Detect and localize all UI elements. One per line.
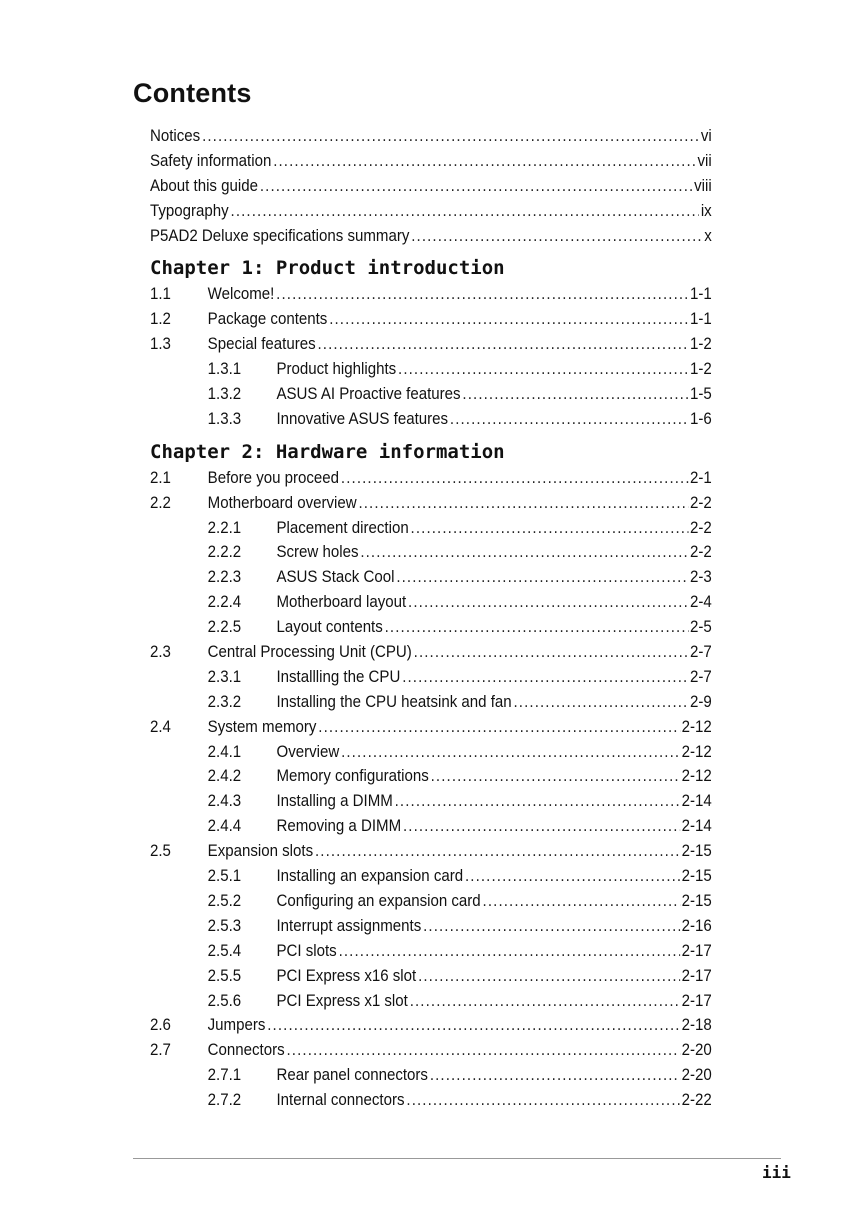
toc-entry-page: 2-2 [689,493,712,512]
toc-entry-number: 2.5.4 [207,941,242,960]
toc-entry-label: Interrupt assignments [276,916,422,935]
toc-entry[interactable] [150,174,712,199]
toc-entry-number: 2.7.1 [207,1066,242,1085]
dot-leader [385,615,688,640]
dot-leader [398,357,688,382]
dot-leader [231,199,699,224]
toc-entry-number: 2.5.6 [207,991,242,1010]
toc-entry-label: Motherboard layout [276,593,407,612]
dot-leader [318,715,679,740]
toc-entry-number: 2.5.5 [207,966,242,985]
toc-entry-page: 1-2 [689,335,712,354]
toc-entry-page: vii [697,151,712,170]
toc-entry-number: 2.3 [150,643,171,662]
toc-section-entry[interactable] [150,1038,712,1063]
toc-entry-number: 1.1 [150,285,171,304]
toc-entry-page: 2-17 [681,941,712,960]
toc-entry-page: 2-17 [681,991,712,1010]
toc-entry-page: 2-2 [689,543,712,562]
toc-entry-number: 2.3.2 [207,692,242,711]
toc-subsection-entry[interactable] [150,357,712,382]
toc-entry-label: Notices [150,127,201,145]
chapter-1-heading[interactable]: Chapter 1: Product introduction [150,257,505,280]
toc-subsection-entry[interactable] [150,989,712,1014]
toc-entry-page: 2-5 [689,618,712,637]
toc-entry-page: 2-9 [689,692,712,711]
dot-leader [411,516,689,541]
toc-entry-label: Internal connectors [276,1091,405,1110]
dot-leader [358,491,688,516]
toc-section-entry[interactable] [150,307,712,332]
dot-leader [339,939,680,964]
dot-leader [360,540,688,565]
toc-entry-label: P5AD2 Deluxe specifications summary [150,226,410,245]
toc-entry-page: 2-12 [681,742,712,761]
toc-subsection-entry[interactable] [150,889,712,914]
toc-entry-page: 2-20 [681,1041,712,1060]
toc-entry-page: x [704,226,712,245]
toc-entry-page: 2-14 [681,792,712,811]
toc-entry-number: 2.4 [150,717,171,736]
toc-entry-number: 2.6 [150,1016,171,1035]
toc-entry-label: Central Processing Unit (CPU) [207,643,412,662]
footer-page-number: iii [762,1163,791,1182]
toc-entry-number: 2.2.4 [207,593,242,612]
toc-section-entry[interactable] [150,839,712,864]
toc-entry-number: 1.3.3 [207,409,242,428]
toc-entry-page: 2-3 [689,568,712,587]
toc-subsection-entry[interactable] [150,565,712,590]
toc-entry-page: 1-1 [689,310,712,329]
toc-section-entry[interactable] [150,282,712,307]
toc-entry-page: 2-4 [689,593,712,612]
toc-subsection-entry[interactable] [150,1063,712,1088]
toc-entry-label: Rear panel connectors [276,1066,428,1085]
dot-leader [465,864,680,889]
toc-subsection-entry[interactable] [150,964,712,989]
dot-leader [418,964,680,989]
toc-entry-label: Installing the CPU heatsink and fan [276,692,512,711]
toc-entry-label: Welcome! [207,285,275,304]
toc-entry-label: Installling the CPU [276,667,401,686]
toc-entry-number: 2.4.4 [207,817,242,836]
toc-entry-number: 2.5.2 [207,891,242,910]
table-of-contents [150,124,712,1113]
dot-leader [402,665,688,690]
toc-entry-label: Special features [207,335,316,354]
toc-entry-number: 2.5.3 [207,916,242,935]
footer-divider [133,1158,781,1159]
toc-entry-number: 2.4.1 [207,742,242,761]
toc-entry-page: 2-17 [681,966,712,985]
toc-entry-number: 2.7.2 [207,1091,242,1110]
toc-entry-label: PCI slots [276,941,337,960]
dot-leader [317,332,688,357]
toc-entry-number: 1.3 [150,335,171,354]
dot-leader [406,1088,679,1113]
dot-leader [395,789,680,814]
dot-leader [341,740,680,765]
dot-leader [430,1063,680,1088]
toc-subsection-entry[interactable] [150,665,712,690]
toc-entry-label: PCI Express x16 slot [276,966,417,985]
toc-entry-number: 2.2.1 [207,518,242,537]
toc-entry-number: 1.3.1 [207,360,242,379]
front-matter-list [150,124,712,248]
toc-entry-label: Installing a DIMM [276,792,393,811]
toc-entry-number: 2.2 [150,493,171,512]
toc-subsection-entry[interactable] [150,1088,712,1113]
dot-leader [410,989,680,1014]
toc-entry-page: 2-18 [681,1016,712,1035]
toc-subsection-entry[interactable] [150,382,712,407]
toc-entry[interactable] [150,224,712,249]
toc-entry[interactable] [150,149,712,174]
toc-entry-label: PCI Express x1 slot [276,991,408,1010]
toc-entry-number: 2.5 [150,842,171,861]
toc-entry-label: ASUS AI Proactive features [276,385,461,404]
toc-entry-number: 1.2 [150,310,171,329]
toc-entry-label: Configuring an expansion card [276,891,481,910]
toc-entry-label: Innovative ASUS features [276,409,449,428]
toc-entry-label: Installing an expansion card [276,867,464,886]
toc-section-entry[interactable] [150,640,712,665]
dot-leader [276,282,688,307]
dot-leader [260,174,692,199]
dot-leader [414,640,688,665]
toc-entry-page: vi [700,127,712,145]
toc-entry-number: 2.1 [150,468,171,487]
dot-leader [411,224,702,249]
dot-leader [513,690,688,715]
toc-entry-number: 2.4.3 [207,792,242,811]
toc-entry-page: 2-1 [689,468,712,487]
toc-entry-label: Typography [150,201,229,220]
toc-entry-label: Layout contents [276,618,383,637]
toc-entry-number: 2.2.5 [207,618,242,637]
dot-leader [287,1038,680,1063]
toc-entry-label: Before you proceed [207,468,340,487]
toc-entry-page: 2-14 [681,817,712,836]
toc-entry-number: 1.3.2 [207,385,242,404]
toc-entry-page: 1-5 [689,385,712,404]
toc-entry-page: 2-7 [689,643,712,662]
toc-entry-label: System memory [207,717,317,736]
dot-leader [202,124,699,149]
toc-subsection-entry[interactable] [150,864,712,889]
dot-leader [423,914,680,939]
toc-entry-page: 2-20 [681,1066,712,1085]
toc-entry-label: Motherboard overview [207,493,357,512]
dot-leader [341,466,688,491]
dot-leader [431,764,680,789]
toc-entry[interactable] [150,199,712,224]
toc-entry-label: Safety information [150,151,272,170]
toc-section-entry[interactable] [150,466,712,491]
toc-subsection-entry[interactable] [150,914,712,939]
toc-entry-label: ASUS Stack Cool [276,568,395,587]
toc-subsection-entry[interactable] [150,814,712,839]
toc-entry-number: 2.4.2 [207,767,242,786]
toc-section-entry[interactable] [150,1013,712,1038]
toc-entry-label: Connectors [207,1041,285,1060]
toc-entry-number: 2.2.3 [207,568,242,587]
toc-entry-page: 2-2 [689,518,712,537]
dot-leader [273,149,695,174]
toc-entry-number: 2.2.2 [207,543,242,562]
dot-leader [396,565,688,590]
page-title: Contents [133,78,252,108]
toc-section-entry[interactable] [150,491,712,516]
toc-subsection-entry[interactable] [150,540,712,565]
toc-entry-label: Screw holes [276,543,359,562]
toc-entry-page: 1-2 [689,360,712,379]
dot-leader [450,407,688,432]
chapter-2-heading[interactable]: Chapter 2: Hardware information [150,440,505,463]
toc-section-entry[interactable] [150,332,712,357]
dot-leader [462,382,688,407]
toc-entry-number: 2.3.1 [207,667,242,686]
toc-entry-page: 1-1 [689,285,712,304]
toc-subsection-entry[interactable] [150,939,712,964]
dot-leader [315,839,680,864]
toc-subsection-entry[interactable] [150,407,712,432]
toc-subsection-entry[interactable] [150,690,712,715]
dot-leader [483,889,680,914]
toc-entry-page: 2-16 [681,916,712,935]
toc-entry-label: Removing a DIMM [276,817,402,836]
chapter-2-list [150,466,712,1113]
toc-subsection-entry[interactable] [150,615,712,640]
toc-section-entry[interactable] [150,715,712,740]
toc-entry-label: About this guide [150,176,258,195]
toc-entry-number: 2.5.1 [207,867,242,886]
toc-entry-number: 2.7 [150,1041,171,1060]
toc-entry-page: viii [694,176,712,195]
toc-entry-page: 2-15 [681,867,712,886]
toc-entry-page: ix [700,201,712,220]
toc-entry-label: Memory configurations [276,767,429,786]
dot-leader [403,814,680,839]
toc-entry-page: 2-12 [681,717,712,736]
toc-entry-label: Expansion slots [207,842,314,861]
toc-entry-page: 2-12 [681,767,712,786]
toc-entry-page: 1-6 [689,409,712,428]
toc-entry-page: 2-7 [689,667,712,686]
dot-leader [267,1013,679,1038]
toc-entry-label: Overview [276,742,340,761]
dot-leader [329,307,688,332]
toc-entry-label: Product highlights [276,360,397,379]
chapter-1-list [150,282,712,431]
toc-subsection-entry[interactable] [150,740,712,765]
toc-entry-label: Package contents [207,310,328,329]
toc-subsection-entry[interactable] [150,590,712,615]
dot-leader [408,590,688,615]
toc-subsection-entry[interactable] [150,516,712,541]
toc-entry-page: 2-22 [681,1091,712,1110]
toc-entry-page: 2-15 [681,842,712,861]
toc-subsection-entry[interactable] [150,789,712,814]
toc-entry[interactable] [150,124,712,149]
toc-subsection-entry[interactable] [150,764,712,789]
toc-entry-label: Placement direction [276,518,409,537]
toc-entry-label: Jumpers [207,1016,266,1035]
toc-entry-page: 2-15 [681,891,712,910]
